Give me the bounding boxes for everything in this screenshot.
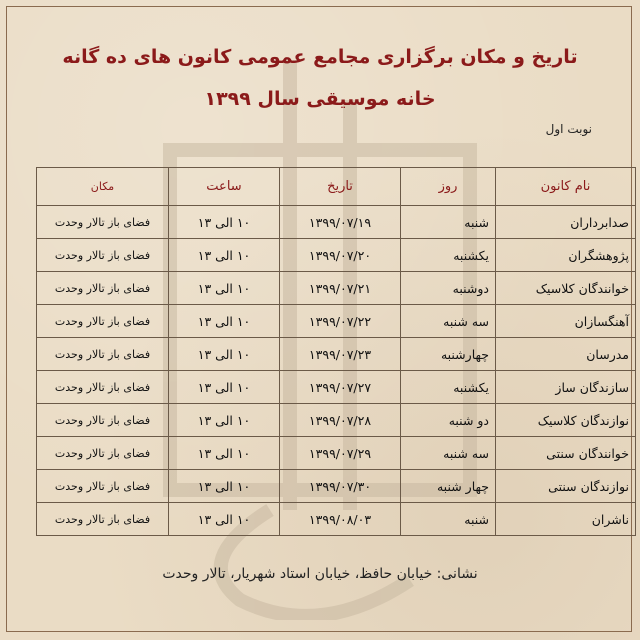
header-day: روز xyxy=(401,168,496,206)
cell-name: نوازندگان کلاسیک xyxy=(496,404,636,437)
cell-date: ۱۳۹۹/۰۷/۲۰ xyxy=(280,239,401,272)
cell-time: ۱۰ الی ۱۳ xyxy=(169,437,280,470)
cell-time: ۱۰ الی ۱۳ xyxy=(169,503,280,536)
table-row xyxy=(37,470,636,503)
cell-place: فضای باز تالار وحدت xyxy=(37,470,169,503)
cell-time: ۱۰ الی ۱۳ xyxy=(169,404,280,437)
cell-place: فضای باز تالار وحدت xyxy=(37,272,169,305)
cell-name: نوازندگان سنتی xyxy=(496,470,636,503)
cell-time: ۱۰ الی ۱۳ xyxy=(169,272,280,305)
cell-date: ۱۳۹۹/۰۷/۲۳ xyxy=(280,338,401,371)
header-place: مکان xyxy=(37,168,169,206)
table-row xyxy=(37,371,636,404)
document-title: تاریخ و مکان برگزاری مجامع عمومی کانون های ده گانه xyxy=(62,46,578,68)
table-row xyxy=(37,503,636,536)
round-label: نوبت اول xyxy=(545,122,592,136)
table-row xyxy=(37,206,636,239)
cell-time: ۱۰ الی ۱۳ xyxy=(169,206,280,239)
cell-date: ۱۳۹۹/۰۷/۳۰ xyxy=(280,470,401,503)
cell-day: یکشنبه xyxy=(401,239,496,272)
cell-time: ۱۰ الی ۱۳ xyxy=(169,239,280,272)
cell-date: ۱۳۹۹/۰۷/۲۷ xyxy=(280,371,401,404)
table-row xyxy=(37,404,636,437)
cell-name: آهنگسازان xyxy=(496,305,636,338)
cell-name: خوانندگان کلاسیک xyxy=(496,272,636,305)
cell-time: ۱۰ الی ۱۳ xyxy=(169,338,280,371)
cell-day: شنبه xyxy=(401,503,496,536)
cell-day: دوشنبه xyxy=(401,272,496,305)
table-row xyxy=(37,239,636,272)
cell-name: پژوهشگران xyxy=(496,239,636,272)
table-row xyxy=(37,338,636,371)
cell-name: مدرسان xyxy=(496,338,636,371)
document-subtitle: خانه موسیقی سال ۱۳۹۹ xyxy=(204,88,436,110)
cell-name: خوانندگان سنتی xyxy=(496,437,636,470)
cell-time: ۱۰ الی ۱۳ xyxy=(169,305,280,338)
cell-date: ۱۳۹۹/۰۷/۲۲ xyxy=(280,305,401,338)
header-date: تاریخ xyxy=(280,168,401,206)
address-line: نشانی: خیابان حافظ، خیابان استاد شهریار، تالار وحدت xyxy=(162,566,478,582)
cell-place: فضای باز تالار وحدت xyxy=(37,305,169,338)
cell-name: ناشران xyxy=(496,503,636,536)
header-time: ساعت xyxy=(169,168,280,206)
cell-place: فضای باز تالار وحدت xyxy=(37,206,169,239)
cell-day: چهار شنبه xyxy=(401,470,496,503)
table-row xyxy=(37,272,636,305)
table-header-row xyxy=(37,168,636,206)
cell-day: دو شنبه xyxy=(401,404,496,437)
header-name: نام کانون xyxy=(496,168,636,206)
cell-place: فضای باز تالار وحدت xyxy=(37,437,169,470)
cell-date: ۱۳۹۹/۰۷/۲۹ xyxy=(280,437,401,470)
cell-place: فضای باز تالار وحدت xyxy=(37,503,169,536)
cell-date: ۱۳۹۹/۰۸/۰۳ xyxy=(280,503,401,536)
cell-place: فضای باز تالار وحدت xyxy=(37,371,169,404)
cell-day: یکشنبه xyxy=(401,371,496,404)
cell-date: ۱۳۹۹/۰۷/۲۸ xyxy=(280,404,401,437)
cell-name: صدابرداران xyxy=(496,206,636,239)
cell-date: ۱۳۹۹/۰۷/۱۹ xyxy=(280,206,401,239)
schedule-table xyxy=(36,167,636,536)
table-row xyxy=(37,437,636,470)
cell-day: شنبه xyxy=(401,206,496,239)
cell-place: فضای باز تالار وحدت xyxy=(37,404,169,437)
cell-date: ۱۳۹۹/۰۷/۲۱ xyxy=(280,272,401,305)
cell-day: سه شنبه xyxy=(401,305,496,338)
cell-name: سازندگان ساز xyxy=(496,371,636,404)
cell-place: فضای باز تالار وحدت xyxy=(37,239,169,272)
cell-place: فضای باز تالار وحدت xyxy=(37,338,169,371)
cell-time: ۱۰ الی ۱۳ xyxy=(169,470,280,503)
cell-time: ۱۰ الی ۱۳ xyxy=(169,371,280,404)
cell-day: چهارشنبه xyxy=(401,338,496,371)
table-row xyxy=(37,305,636,338)
cell-day: سه شنبه xyxy=(401,437,496,470)
